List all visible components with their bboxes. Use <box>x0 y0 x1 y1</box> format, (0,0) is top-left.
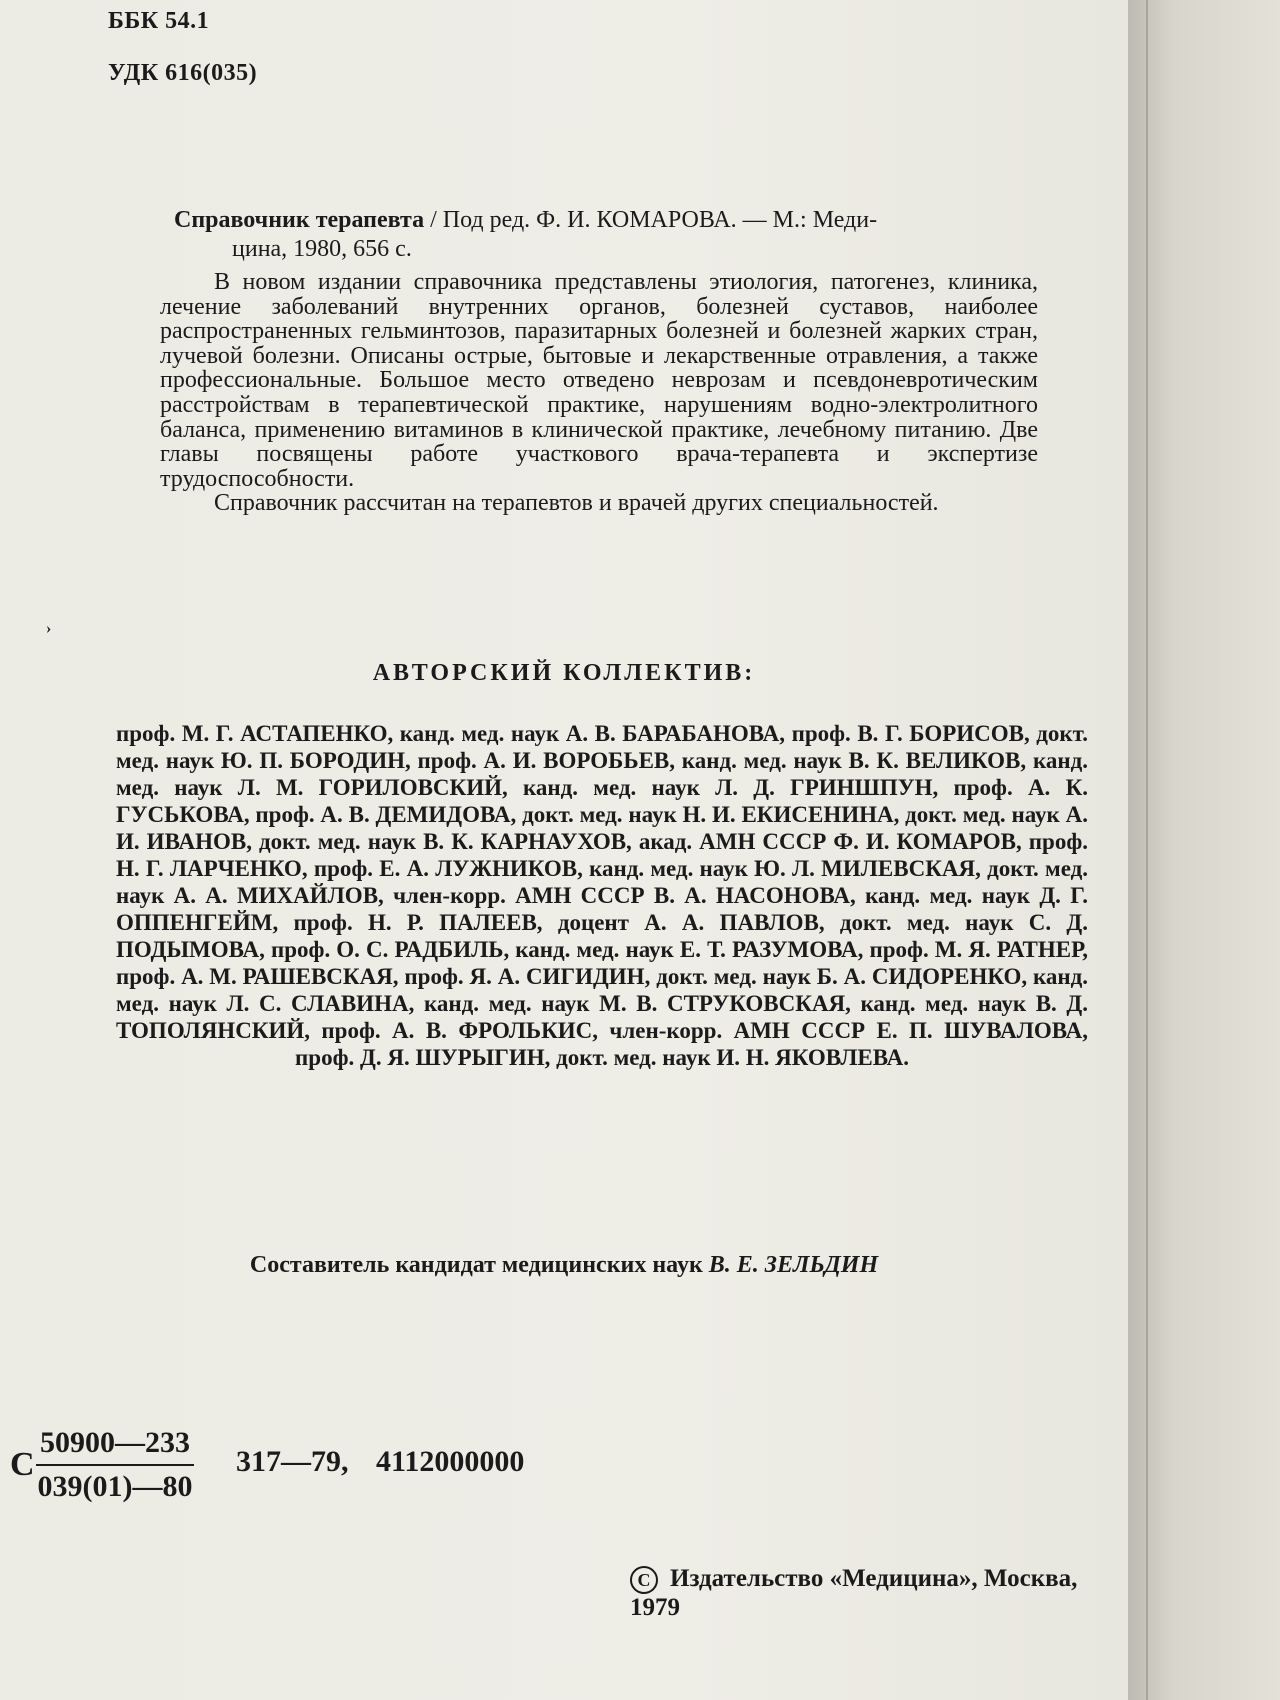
udk-code: УДК 616(035) <box>108 60 258 86</box>
index-denominator: 039(01)—80 <box>37 1470 193 1503</box>
bib-editor: / Под ред. Ф. И. КОМАРОВА. — М.: Меди- <box>424 207 878 233</box>
compiler-name: В. Е. ЗЕЛЬДИН <box>708 1252 879 1278</box>
bib-line-1 <box>174 206 1024 235</box>
copyright-line <box>630 1565 1128 1622</box>
annotation-paragraph-1: В новом издании справочника представлены этиология, патогенез, клиника, лечение заболеваний внутренних органов, болезней суставов, наиболее распространенных гельминтозов, паразитарных болезней и болезней жарких стран, лучевой болезни. Описаны острые, бытовые и лекарственные отравления, а также профессиональные. Большое место отведено неврозам и псевдоневротическим расстройствам в терапевтической практике, нарушениям водно-электролитного баланса, применению витаминов в клинической практике, лечебному питанию. Две главы посвящены работе участкового врача-терапевта и экспертизе трудоспособности. <box>160 269 1038 492</box>
index-letter: С <box>10 1446 35 1483</box>
index-rest: 317—79, 4112000000 <box>236 1445 525 1478</box>
annotation <box>160 270 1038 516</box>
compiler-label: Составитель кандидат медицинских наук <box>249 1252 709 1278</box>
stray-mark: › <box>46 620 52 637</box>
copyright-icon: С <box>630 1566 658 1594</box>
bib-line-2: цина, 1980, 656 с. <box>232 236 412 262</box>
compiler-line <box>0 1252 1128 1279</box>
index-numerator: 50900—233 <box>36 1426 194 1466</box>
authors-list: проф. М. Г. АСТАПЕНКО, канд. мед. наук А. В. БАРАБАНОВА, проф. В. Г. БОРИСОВ, докт. мед. наук Ю. П. БОРОДИН, проф. А. И. ВОРОБЬЕВ, канд. мед. наук В. К. ВЕЛИКОВ, канд. мед. наук Л. М. ГОРИЛОВСКИЙ, канд. мед. наук Л. Д. ГРИНШПУН, проф. А. К. ГУСЬКОВА, проф. А. В. ДЕМИДОВА, докт. мед. наук Н. И. ЕКИСЕНИНА, докт. мед. наук А. И. ИВАНОВ, докт. мед. наук В. К. КАРНАУХОВ, акад. АМН СССР Ф. И. КОМАРОВ, проф. Н. Г. ЛАРЧЕНКО, проф. Е. А. ЛУЖНИКОВ, канд. мед. наук Ю. Л. МИЛЕВСКАЯ, докт. мед. наук А. А. МИХАЙЛОВ, член-корр. АМН СССР В. А. НАСОНОВА, канд. мед. наук Д. Г. ОППЕНГЕЙМ, проф. Н. Р. ПАЛЕЕВ, доцент А. А. ПАВЛОВ, докт. мед. наук С. Д. ПОДЫМОВА, проф. О. С. РАДБИЛЬ, канд. мед. наук Е. Т. РАЗУМОВА, проф. М. Я. РАТНЕР, проф. А. М. РАШЕВСКАЯ, проф. Я. А. СИГИДИН, докт. мед. наук Б. А. СИДОРЕНКО, канд. мед. наук Л. С. СЛАВИНА, канд. мед. наук М. В. СТРУКОВСКАЯ, канд. мед. наук В. Д. ТОПОЛЯНСКИЙ, проф. А. В. ФРОЛЬКИС, член-корр. АМН СССР Е. П. ШУВАЛОВА, проф. Д. Я. ШУРЫГИН, докт. мед. наук И. Н. ЯКОВЛЕВА. <box>116 721 1088 1070</box>
index-fraction <box>36 1426 194 1504</box>
bbk-code: ББК 54.1 <box>108 8 210 34</box>
page-fold-line <box>1146 0 1148 1700</box>
bibliographic-record <box>174 206 1024 264</box>
annotation-paragraph-2: Справочник рассчитан на терапевтов и врачей других специальностей. <box>214 490 939 517</box>
copyright-text: Издательство «Медицина», Москва, 1979 <box>630 1565 1078 1622</box>
authors-heading: АВТОРСКИЙ КОЛЛЕКТИВ: <box>372 660 756 686</box>
book-title: Справочник терапевта <box>174 207 425 233</box>
adjacent-page-edge <box>1128 0 1280 1700</box>
